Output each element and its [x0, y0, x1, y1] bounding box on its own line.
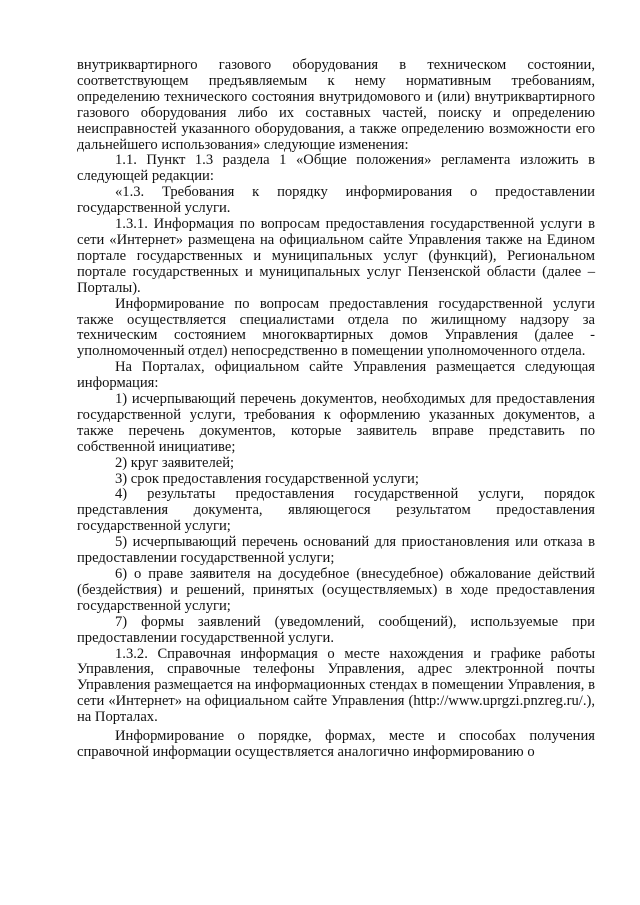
list-item-1: 1) исчерпывающий перечень документов, необходимых для предоставления государственной услуги, требования к оформлению указанных документов, а также перечень документов, которые заявитель вправе представить по собственной инициативе;	[77, 391, 595, 455]
paragraph-item-1-1: 1.1. Пункт 1.3 раздела 1 «Общие положения» регламента изложить в следующей редакции:	[77, 152, 595, 185]
paragraph-section-1-3: «1.3. Требования к порядку информирования о предоставлении государственной услуги.	[77, 184, 595, 217]
paragraph-section-1-3-1: 1.3.1. Информация по вопросам предоставления государственной услуги в сети «Интернет» размещена на официальном сайте Управления также на Едином портале государственных и муниципальных услуг (функций), Региональном портале государственных и муниципальных услуг Пензенской области (далее – Порталы).	[77, 216, 595, 296]
paragraph-intro-continuation: внутриквартирного газового оборудования в техническом состоянии, соответствующем предъявляемым к нему нормативным требованиям, определению технического состояния внутридомового и (или) внутриквартирного газового оборудования либо их составных частей, поиску и определению неисправностей указанного оборудования, а также определению возможности его дальнейшего использования» следующие изменения:	[77, 57, 595, 153]
list-item-5: 5) исчерпывающий перечень оснований для приостановления или отказа в предоставлении государственной услуги;	[77, 534, 595, 567]
list-item-6: 6) о праве заявителя на досудебное (внесудебное) обжалование действий (бездействия) и решений, принятых (осуществляемых) в ходе предоставления государственной услуги;	[77, 566, 595, 614]
paragraph-portals-info: На Порталах, официальном сайте Управления размещается следующая информация:	[77, 359, 595, 392]
paragraph-section-1-3-2: 1.3.2. Справочная информация о месте нахождения и графике работы Управления, справочные телефоны Управления, адрес электронной почты Управления размещается на информационных стендах в помещении Управления, в сети «Интернет» на официальном сайте Управления (http://www.uprgzi.pnzreg.ru/.), на Порталах.	[77, 645, 595, 726]
list-item-2: 2) круг заявителей;	[115, 454, 235, 471]
paragraph-informing-specialists: Информирование по вопросам предоставления государственной услуги также осуществляется специалистами отдела по жилищному надзору за техническим состоянием многоквартирных домов Управления (далее - уполномоченный отдел) непосредственно в помещении уполномоченного отдела.	[77, 295, 595, 360]
list-item-7: 7) формы заявлений (уведомлений, сообщений), используемые при предоставлении государственной услуги.	[77, 613, 595, 646]
list-item-3: 3) срок предоставления государственной услуги;	[115, 470, 419, 487]
paragraph-informing-procedure: Информирование о порядке, формах, месте и способах получения справочной информации осуществляется аналогично информированию о	[77, 728, 595, 760]
document-page	[77, 58, 595, 761]
list-item-4: 4) результаты предоставления государственной услуги, порядок представления документа, являющегося результатом предоставления государственной услуги;	[77, 486, 595, 535]
